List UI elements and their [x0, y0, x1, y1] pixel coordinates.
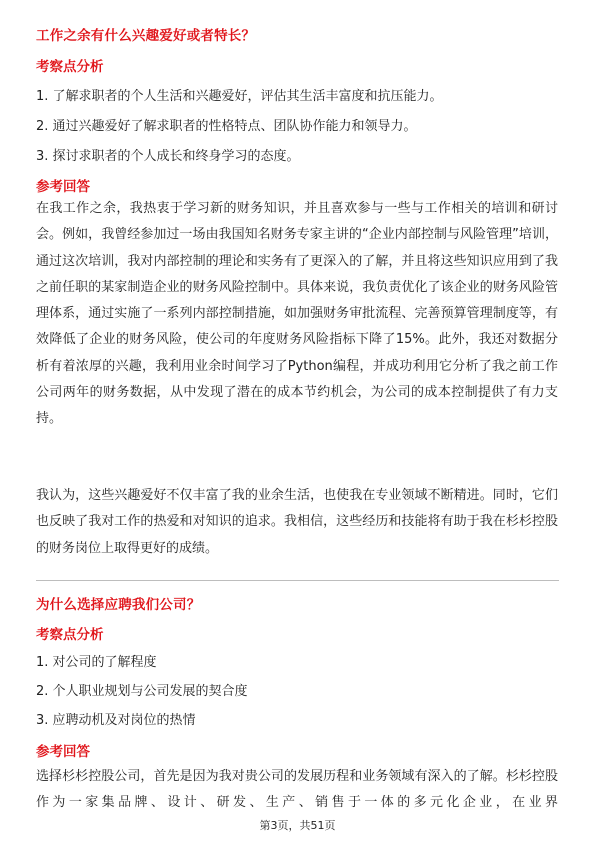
question-2-point-3: 3. 应聘动机及对岗位的热情: [36, 713, 196, 728]
section-divider: [36, 580, 559, 581]
question-2-point-2: 2. 个人职业规划与公司发展的契合度: [36, 684, 248, 699]
question-1-title: 工作之余有什么兴趣爱好或者特长？: [36, 28, 256, 44]
question-1-answer-paragraph-1: 在我工作之余，我热衷于学习新的财务知识，并且喜欢参与一些与工作相关的培训和研讨会。例如，我曾经参加过一场由我国知名财务专家主讲的“企业内部控制与风险管理”培训，通过这次培训，我对内部控制的理论和实务有了更深入的了解，并且将这些知识应用到了我之前任职的某家制造企业的财务风险控制中。具体来说，我负责优化了该企业的财务风险管理体系，通过实施了一系列内部控制措施，如加强财务审批流程、完善预算管理制度等，有效降低了企业的财务风险，使公司的年度财务风险指标下降了15%。此外，我还对数据分析有着浓厚的兴趣，我利用业余时间学习了Python编程，并成功利用它分析了我之前工作公司两年的财务数据，从中发现了潜在的成本节约机会，为公司的成本控制提供了有力支持。: [36, 201, 558, 427]
question-1-point-2: 2. 通过兴趣爱好了解求职者的性格特点、团队协作能力和领导力。: [36, 119, 417, 134]
question-2-point-1: 1. 对公司的了解程度: [36, 655, 157, 670]
question-2-analysis-heading: 考察点分析: [36, 627, 104, 643]
question-1-answer-heading: 参考回答: [36, 179, 90, 195]
question-1-point-3: 3. 探讨求职者的个人成长和终身学习的态度。: [36, 149, 300, 164]
question-1-answer-paragraph-2: 我认为，这些兴趣爱好不仅丰富了我的业余生活，也使我在专业领域不断精进。同时，它们也反映了我对工作的热爱和对知识的追求。我相信，这些经历和技能将有助于我在杉杉控股的财务岗位上取得更好的成绩。: [36, 488, 558, 556]
page-footer: 第3页，共51页: [259, 819, 336, 832]
question-2-answer-heading: 参考回答: [36, 744, 90, 760]
question-2-answer-paragraph-1: 选择杉杉控股公司，首先是因为我对贵公司的发展历程和业务领域有深入的了解。杉杉控股作为一家集品牌、设计、研发、生产、销售于一体的多元化企业，在业界: [36, 769, 558, 811]
question-2-title: 为什么选择应聘我们公司？: [36, 597, 201, 613]
question-1-analysis-heading: 考察点分析: [36, 59, 104, 75]
question-1-point-1: 1. 了解求职者的个人生活和兴趣爱好，评估其生活丰富度和抗压能力。: [36, 89, 443, 104]
